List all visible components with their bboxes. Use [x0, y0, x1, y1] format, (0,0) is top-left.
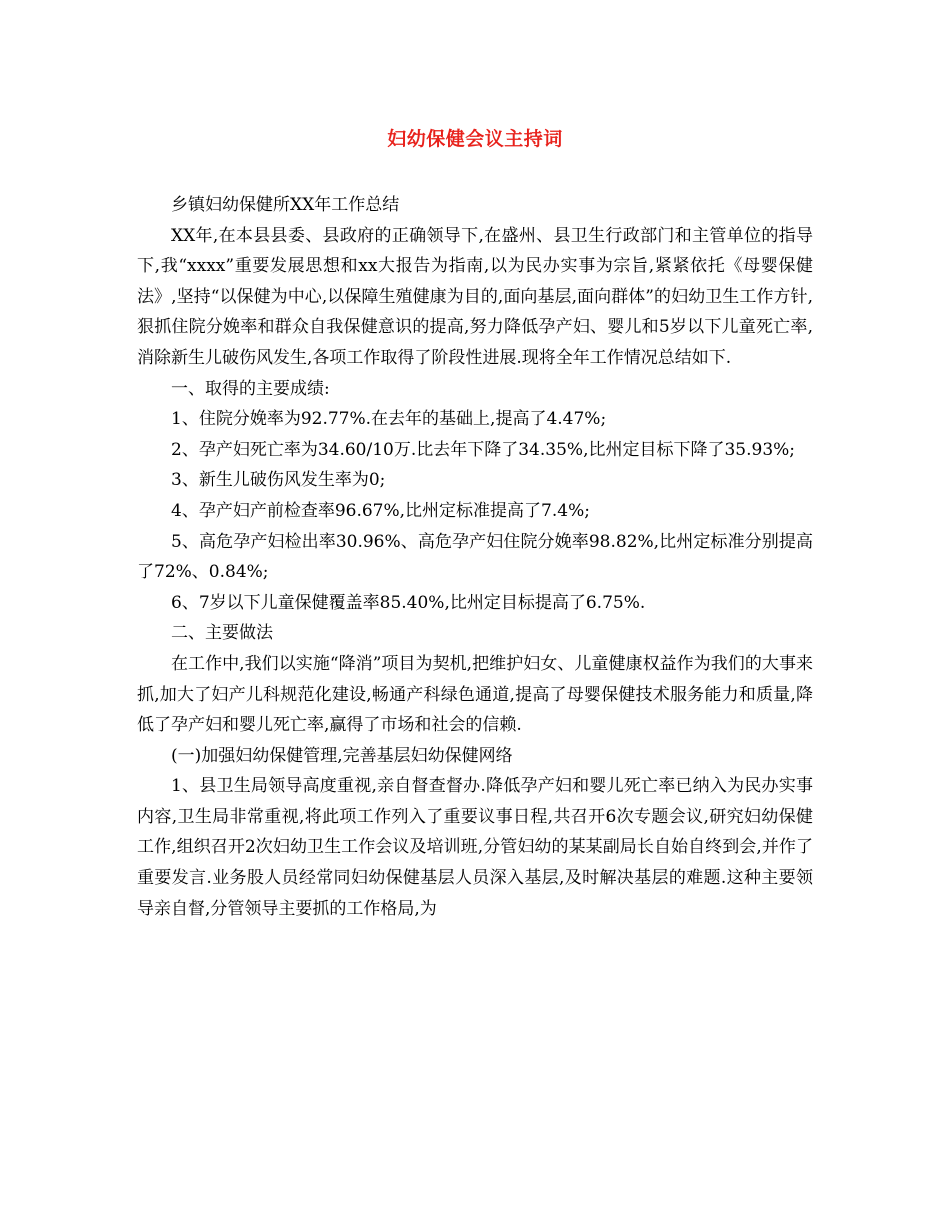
list-item-achievement-5: 5、高危孕产妇检出率30.96%、高危孕产妇住院分娩率98.82%,比州定标准分别提高了72%、0.84%; [137, 531, 813, 583]
document-body [137, 190, 813, 924]
list-item-achievement-1: 1、住院分娩率为92.77%.在去年的基础上,提高了4.47%; [171, 409, 607, 430]
paragraph-intro: XX年,在本县县委、县政府的正确领导下,在盛州、县卫生行政部门和主管单位的指导下,我“xxxx”重要发展思想和xx大报告为指南,以为民办实事为宗旨,紧紧依托《母婴保健法》,坚持“以保健为中心,以保障生殖健康为目的,面向基层,面向群体”的妇幼卫生工作方针,狠抓住院分娩率和群众自我保健意识的提高,努力降低孕产妇、婴儿和5岁以下儿童死亡率,消除新生儿破伤风发生,各项工作取得了阶段性进展.现将全年工作情况总结如下. [137, 225, 813, 368]
subsection-heading-management: (一)加强妇幼保健管理,完善基层妇幼保健网络 [171, 745, 513, 766]
document-title: 妇幼保健会议主持词 [387, 128, 563, 150]
paragraph-leadership: 1、县卫生局领导高度重视,亲自督查督办.降低孕产妇和婴儿死亡率已纳入为民办实事内容,卫生局非常重视,将此项工作列入了重要议事日程,共召开6次专题会议,研究妇幼保健工作,组织召开2次妇幼卫生工作会议及培训班,分管妇幼的某某副局长自始自终到会,并作了 重要发言.业务股人员经常同妇幼保健基层人员深入基层,及时解决基层的难题.这种主要领导亲自督,分管领导主要抓的工作格局,为 [137, 776, 813, 919]
list-item-achievement-4: 4、孕产妇产前检查率96.67%,比州定标准提高了7.4%; [171, 500, 590, 521]
list-item-achievement-6: 6、7岁以下儿童保健覆盖率85.40%,比州定目标提高了6.75%. [171, 592, 646, 613]
paragraph-subtitle: 乡镇妇幼保健所XX年工作总结 [171, 195, 400, 215]
section-heading-methods: 二、主要做法 [171, 623, 273, 644]
paragraph-methods: 在工作中,我们以实施“降消”项目为契机,把维护妇女、儿童健康权益作为我们的大事来抓,加大了妇产儿科规范化建设,畅通产科绿色通道,提高了母婴保健技术服务能力和质量,降低了孕产妇和婴儿死亡率,赢得了市场和社会的信赖. [137, 653, 813, 736]
section-heading-achievements: 一、取得的主要成绩: [171, 378, 330, 399]
list-item-achievement-3: 3、新生儿破伤风发生率为0; [171, 470, 386, 491]
list-item-achievement-2: 2、孕产妇死亡率为34.60/10万.比去年下降了34.35%,比州定目标下降了35.93%; [171, 439, 796, 460]
